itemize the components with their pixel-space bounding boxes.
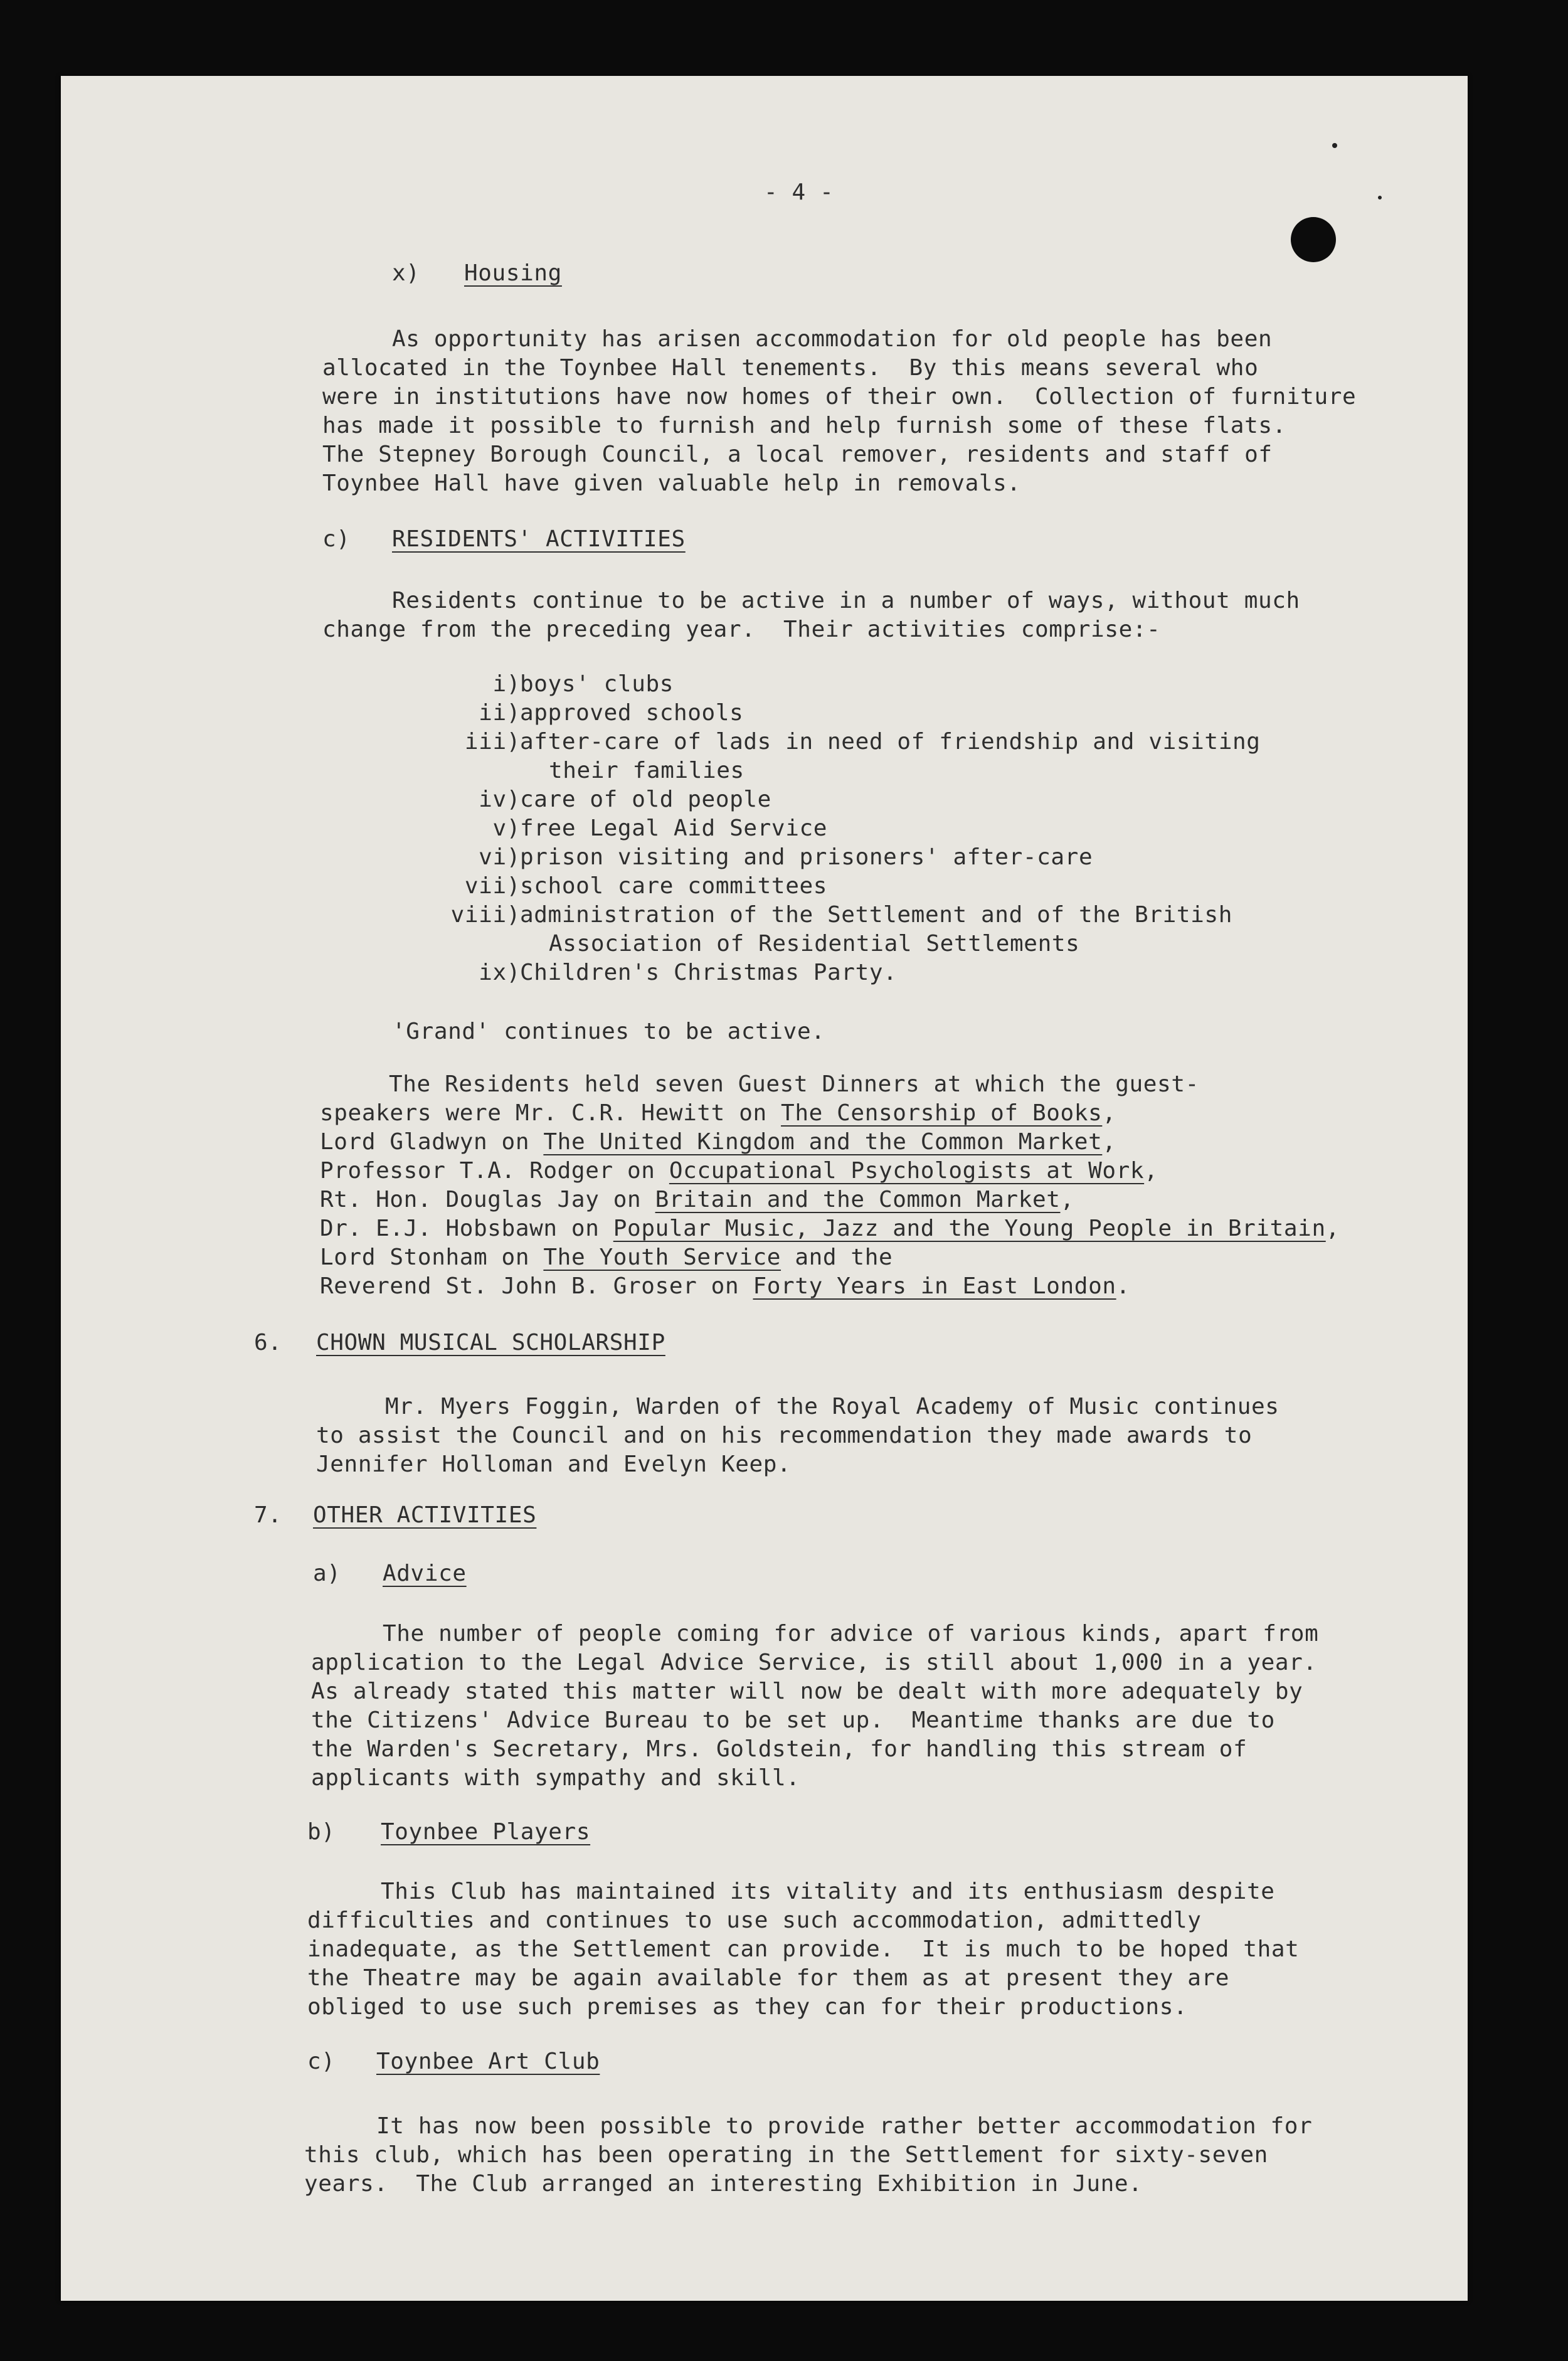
advice-line: applicants with sympathy and skill.	[311, 1765, 800, 1791]
talk-title: Occupational Psychologists at Work	[669, 1158, 1145, 1184]
talk-title: The United Kingdom and the Common Market	[543, 1129, 1103, 1155]
players-line: This Club has maintained its vitality and its enthusiasm despite	[381, 1879, 1275, 1904]
advice-line: As already stated this matter will now be dealt with more adequately by	[311, 1679, 1303, 1704]
activity-item: Children's Christmas Party.	[520, 960, 898, 985]
activity-number: vi)	[479, 844, 521, 870]
housing-line: allocated in the Toynbee Hall tenements. By this means several who	[322, 355, 1259, 381]
chown-line: Mr. Myers Foggin, Warden of the Royal Academy of Music continues	[385, 1394, 1279, 1419]
activity-item: free Legal Aid Service	[520, 815, 828, 841]
activity-item: prison visiting and prisoners' after-care	[520, 844, 1093, 870]
activity-number: ii)	[479, 700, 521, 726]
other-heading: OTHER ACTIVITIES	[313, 1502, 537, 1528]
activity-item: school care committees	[520, 873, 828, 899]
players-line: inadequate, as the Settlement can provide. It is much to be hoped that	[307, 1936, 1300, 1962]
chown-line: to assist the Council and on his recommendation they made awards to	[316, 1423, 1253, 1448]
activity-item: approved schools	[520, 700, 744, 726]
activity-number: i)	[492, 671, 521, 697]
dinners-line: Lord Stonham on The Youth Service and the	[320, 1244, 893, 1270]
advice-line: the Warden's Secretary, Mrs. Goldstein, for handling this stream of	[311, 1736, 1248, 1762]
ink-speck	[1332, 143, 1337, 148]
talk-title: Popular Music, Jazz and the Young People in Britain	[613, 1216, 1326, 1241]
activity-item: care of old people	[520, 787, 771, 812]
dinners-line: Reverend St. John B. Groser on Forty Years in East London.	[320, 1273, 1130, 1299]
advice-line: the Citizens' Advice Bureau to be set up. Meantime thanks are due to	[311, 1707, 1275, 1733]
section-number: 7.	[254, 1502, 282, 1528]
advice-line: The number of people coming for advice of various kinds, apart from	[383, 1621, 1319, 1647]
advice-line: application to the Legal Advice Service, is still about 1,000 in a year.	[311, 1650, 1317, 1675]
page-number: - 4 -	[764, 179, 834, 205]
housing-marker: x)	[392, 260, 420, 286]
grand-line: 'Grand' continues to be active.	[392, 1019, 825, 1044]
residents-intro-line: change from the preceding year. Their activities comprise:-	[322, 617, 1161, 642]
talk-title: Britain and the Common Market	[655, 1187, 1061, 1212]
dinners-line: speakers were Mr. C.R. Hewitt on The Censorship of Books,	[320, 1100, 1116, 1126]
talk-title: The Youth Service	[543, 1244, 781, 1270]
activity-number: iv)	[479, 787, 521, 812]
chown-line: Jennifer Holloman and Evelyn Keep.	[316, 1451, 792, 1477]
activity-item-continued: their families	[549, 758, 744, 783]
advice-marker: a)	[313, 1561, 341, 1586]
art-line: this club, which has been operating in the Settlement for sixty-seven	[304, 2142, 1268, 2168]
housing-heading: Housing	[464, 260, 562, 286]
players-line: the Theatre may be again available for them as at present they are	[307, 1965, 1230, 1991]
housing-line: were in institutions have now homes of their own. Collection of furniture	[322, 384, 1357, 410]
residents-heading: RESIDENTS' ACTIVITIES	[392, 526, 686, 552]
activity-item: after-care of lads in need of friendship and visiting	[520, 729, 1261, 755]
residents-intro-line: Residents continue to be active in a number of ways, without much	[392, 588, 1300, 613]
talk-title: The Censorship of Books	[781, 1100, 1103, 1126]
activity-item: boys' clubs	[520, 671, 674, 697]
dinners-line: Rt. Hon. Douglas Jay on Britain and the Common Market,	[320, 1187, 1074, 1212]
chown-heading: CHOWN MUSICAL SCHOLARSHIP	[316, 1330, 665, 1356]
housing-line: As opportunity has arisen accommodation for old people has been	[392, 326, 1273, 352]
activity-number: v)	[492, 815, 521, 841]
activity-number: ix)	[479, 960, 521, 985]
punch-hole	[1291, 217, 1336, 262]
dinners-line: Lord Gladwyn on The United Kingdom and the Common Market,	[320, 1129, 1116, 1155]
players-line: difficulties and continues to use such accommodation, admittedly	[307, 1907, 1202, 1933]
dinners-line: Professor T.A. Rodger on Occupational Psychologists at Work,	[320, 1158, 1158, 1184]
players-marker: b)	[307, 1819, 336, 1845]
players-heading: Toynbee Players	[381, 1819, 591, 1845]
dinners-line: The Residents held seven Guest Dinners at which the guest-	[389, 1071, 1199, 1097]
dinners-line: Dr. E.J. Hobsbawn on Popular Music, Jazz and the Young People in Britain,	[320, 1216, 1340, 1241]
activity-number: iii)	[464, 729, 521, 755]
ink-speck	[1378, 196, 1382, 199]
talk-title: Forty Years in East London	[753, 1273, 1116, 1299]
activity-item: administration of the Settlement and of the British	[520, 902, 1232, 928]
players-line: obliged to use such premises as they can for their productions.	[307, 1994, 1188, 2020]
activity-item-continued: Association of Residential Settlements	[549, 931, 1080, 957]
activity-number: vii)	[464, 873, 521, 899]
art-marker: c)	[307, 2049, 336, 2074]
housing-line: has made it possible to furnish and help furnish some of these flats.	[322, 413, 1286, 438]
housing-line: The Stepney Borough Council, a local remover, residents and staff of	[322, 442, 1273, 467]
art-line: It has now been possible to provide rather better accommodation for	[376, 2113, 1313, 2139]
residents-marker: c)	[322, 526, 351, 552]
housing-line: Toynbee Hall have given valuable help in removals.	[322, 470, 1021, 496]
activity-number: viii)	[450, 902, 521, 928]
section-number: 6.	[254, 1330, 282, 1356]
advice-heading: Advice	[383, 1561, 467, 1586]
art-heading: Toynbee Art Club	[376, 2049, 600, 2074]
art-line: years. The Club arranged an interesting Exhibition in June.	[304, 2171, 1143, 2197]
